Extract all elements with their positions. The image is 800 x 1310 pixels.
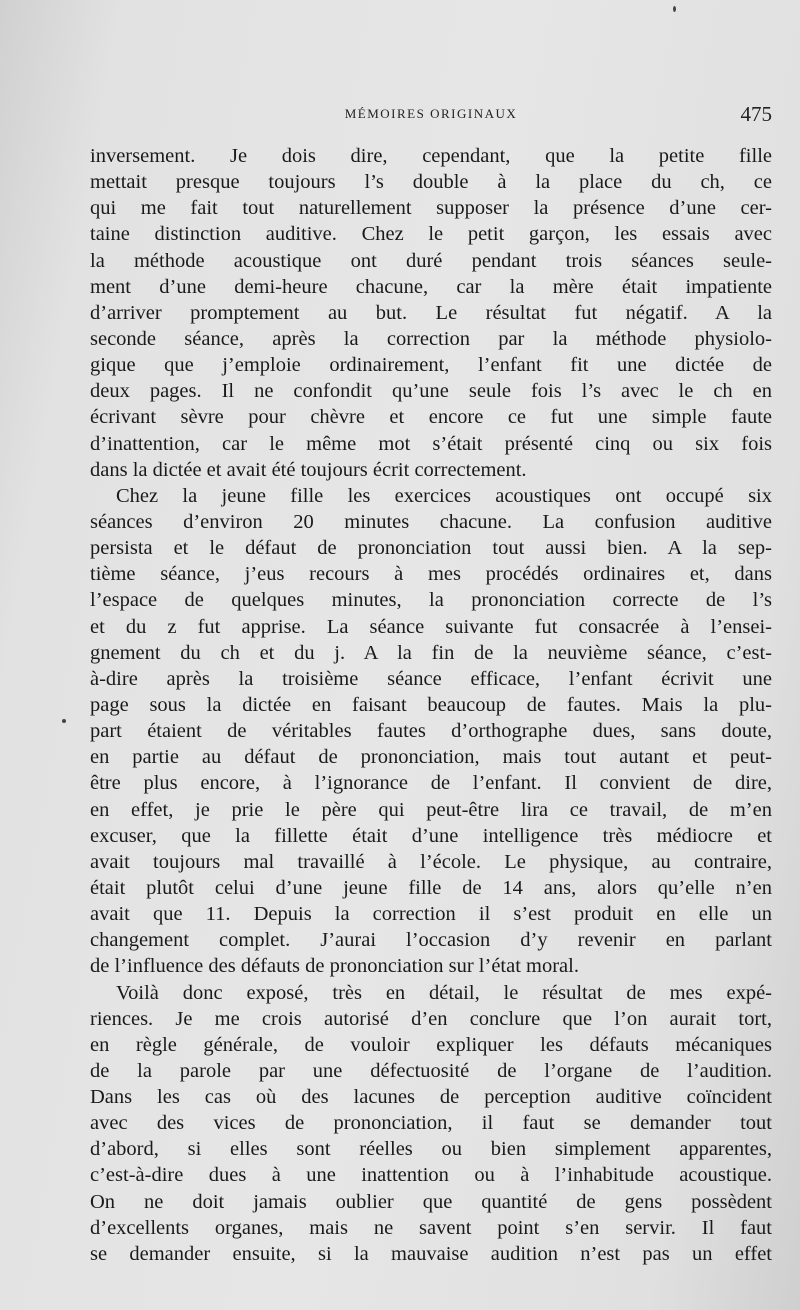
text-line: seconde séance, après la correction par la méthode physiolo- bbox=[90, 327, 772, 350]
text-line: gique que j’emploie ordinairement, l’enfant fit une dictée de bbox=[90, 354, 772, 377]
running-head: MÉMOIRES ORIGINAUX bbox=[344, 106, 518, 121]
text-line: excuser, que la fillette était d’une intelligence très médiocre et bbox=[90, 824, 772, 847]
text-line: à-dire après la troisième séance efficace, l’enfant écrivit une bbox=[90, 667, 772, 690]
text-line: taine distinction auditive. Chez le petit garçon, les essais avec bbox=[90, 223, 772, 246]
text-line: c’est-à-dire dues à une inattention ou à l’inhabitude acoustique. bbox=[90, 1164, 772, 1187]
text-line: Chez la jeune fille les exercices acoustiques ont occupé six bbox=[116, 484, 772, 507]
text-line: d’arriver promptement au but. Le résultat fut négatif. A la bbox=[90, 301, 772, 324]
text-line: deux pages. Il ne confondit qu’une seule fois l’s avec le ch en bbox=[90, 380, 772, 403]
text-line: Dans les cas où des lacunes de perception auditive coïncident bbox=[90, 1086, 772, 1109]
page-number: 475 bbox=[740, 102, 772, 126]
text-line: tième séance, j’eus recours à mes procédés ordinaires et, dans bbox=[90, 563, 772, 586]
text-line: d’abord, si elles sont réelles ou bien simplement apparentes, bbox=[90, 1138, 772, 1161]
text-line: page sous la dictée en faisant beaucoup de fautes. Mais la plu- bbox=[90, 693, 772, 716]
text-line: en partie au défaut de prononciation, mais tout autant et peut- bbox=[90, 746, 772, 769]
text-line: séances d’environ 20 minutes chacune. La confusion auditive bbox=[90, 510, 772, 533]
text-line: mettait presque toujours l’s double à la place du ch, ce bbox=[90, 171, 772, 194]
text-line: On ne doit jamais oublier que quantité de gens possèdent bbox=[90, 1190, 772, 1213]
text-line: était plutôt celui d’une jeune fille de 14 ans, alors qu’elle n’en bbox=[90, 876, 772, 899]
text-line: la méthode acoustique ont duré pendant trois séances seule- bbox=[90, 249, 772, 272]
text-line: d’inattention, car le même mot s’était présenté cinq ou six fois bbox=[90, 432, 772, 455]
text-line: part étaient de véritables fautes d’orthographe dues, sans doute, bbox=[90, 720, 772, 743]
text-line: ment d’une demi-heure chacune, car la mère était impatiente bbox=[90, 275, 772, 298]
text-line: avait toujours mal travaillé à l’école. Le physique, au contraire, bbox=[90, 850, 772, 873]
text-line: et du z fut apprise. La séance suivante fut consacrée à l’ensei- bbox=[90, 615, 772, 638]
text-line: de la parole par une défectuosité de l’organe de l’audition. bbox=[90, 1059, 772, 1082]
body-text bbox=[90, 143, 772, 1267]
text-line: avec des vices de prononciation, il faut se demander tout bbox=[90, 1112, 772, 1135]
text-line: dans la dictée et avait été toujours écrit correctement. bbox=[90, 458, 527, 481]
text-line: persista et le défaut de prononciation tout aussi bien. A la sep- bbox=[90, 537, 772, 560]
text-line: se demander ensuite, si la mauvaise audition n’est pas un effet bbox=[90, 1242, 772, 1265]
text-line: d’excellents organes, mais ne savent point s’en servir. Il faut bbox=[90, 1216, 772, 1239]
text-line: riences. Je me crois autorisé d’en conclure que l’on aurait tort, bbox=[90, 1007, 772, 1030]
text-line: écrivant sèvre pour chèvre et encore ce fut une simple faute bbox=[90, 406, 772, 429]
text-line: en effet, je prie le père qui peut-être lira ce travail, de m’en bbox=[90, 798, 772, 821]
text-line: avait que 11. Depuis la correction il s’est produit en elle un bbox=[90, 903, 772, 926]
text-line: être plus encore, à l’ignorance de l’enfant. Il convient de dire, bbox=[90, 772, 772, 795]
text-line: de l’influence des défauts de prononciation sur l’état moral. bbox=[90, 955, 579, 978]
text-line: gnement du ch et du j. A la fin de la neuvième séance, c’est- bbox=[90, 641, 772, 664]
text-line: inversement. Je dois dire, cependant, que la petite fille bbox=[90, 145, 772, 167]
margin-speck bbox=[62, 719, 66, 723]
text-line: Voilà donc exposé, très en détail, le résultat de mes expé- bbox=[116, 981, 772, 1004]
margin-speck bbox=[673, 6, 676, 12]
text-line: l’espace de quelques minutes, la prononciation correcte de l’s bbox=[90, 589, 772, 612]
text-line: en règle générale, de vouloir expliquer les défauts mécaniques bbox=[90, 1033, 772, 1056]
text-line: changement complet. J’aurai l’occasion d’y revenir en parlant bbox=[90, 929, 772, 952]
text-line: qui me fait tout naturellement supposer la présence d’une cer- bbox=[90, 197, 772, 220]
page-header bbox=[90, 102, 772, 128]
